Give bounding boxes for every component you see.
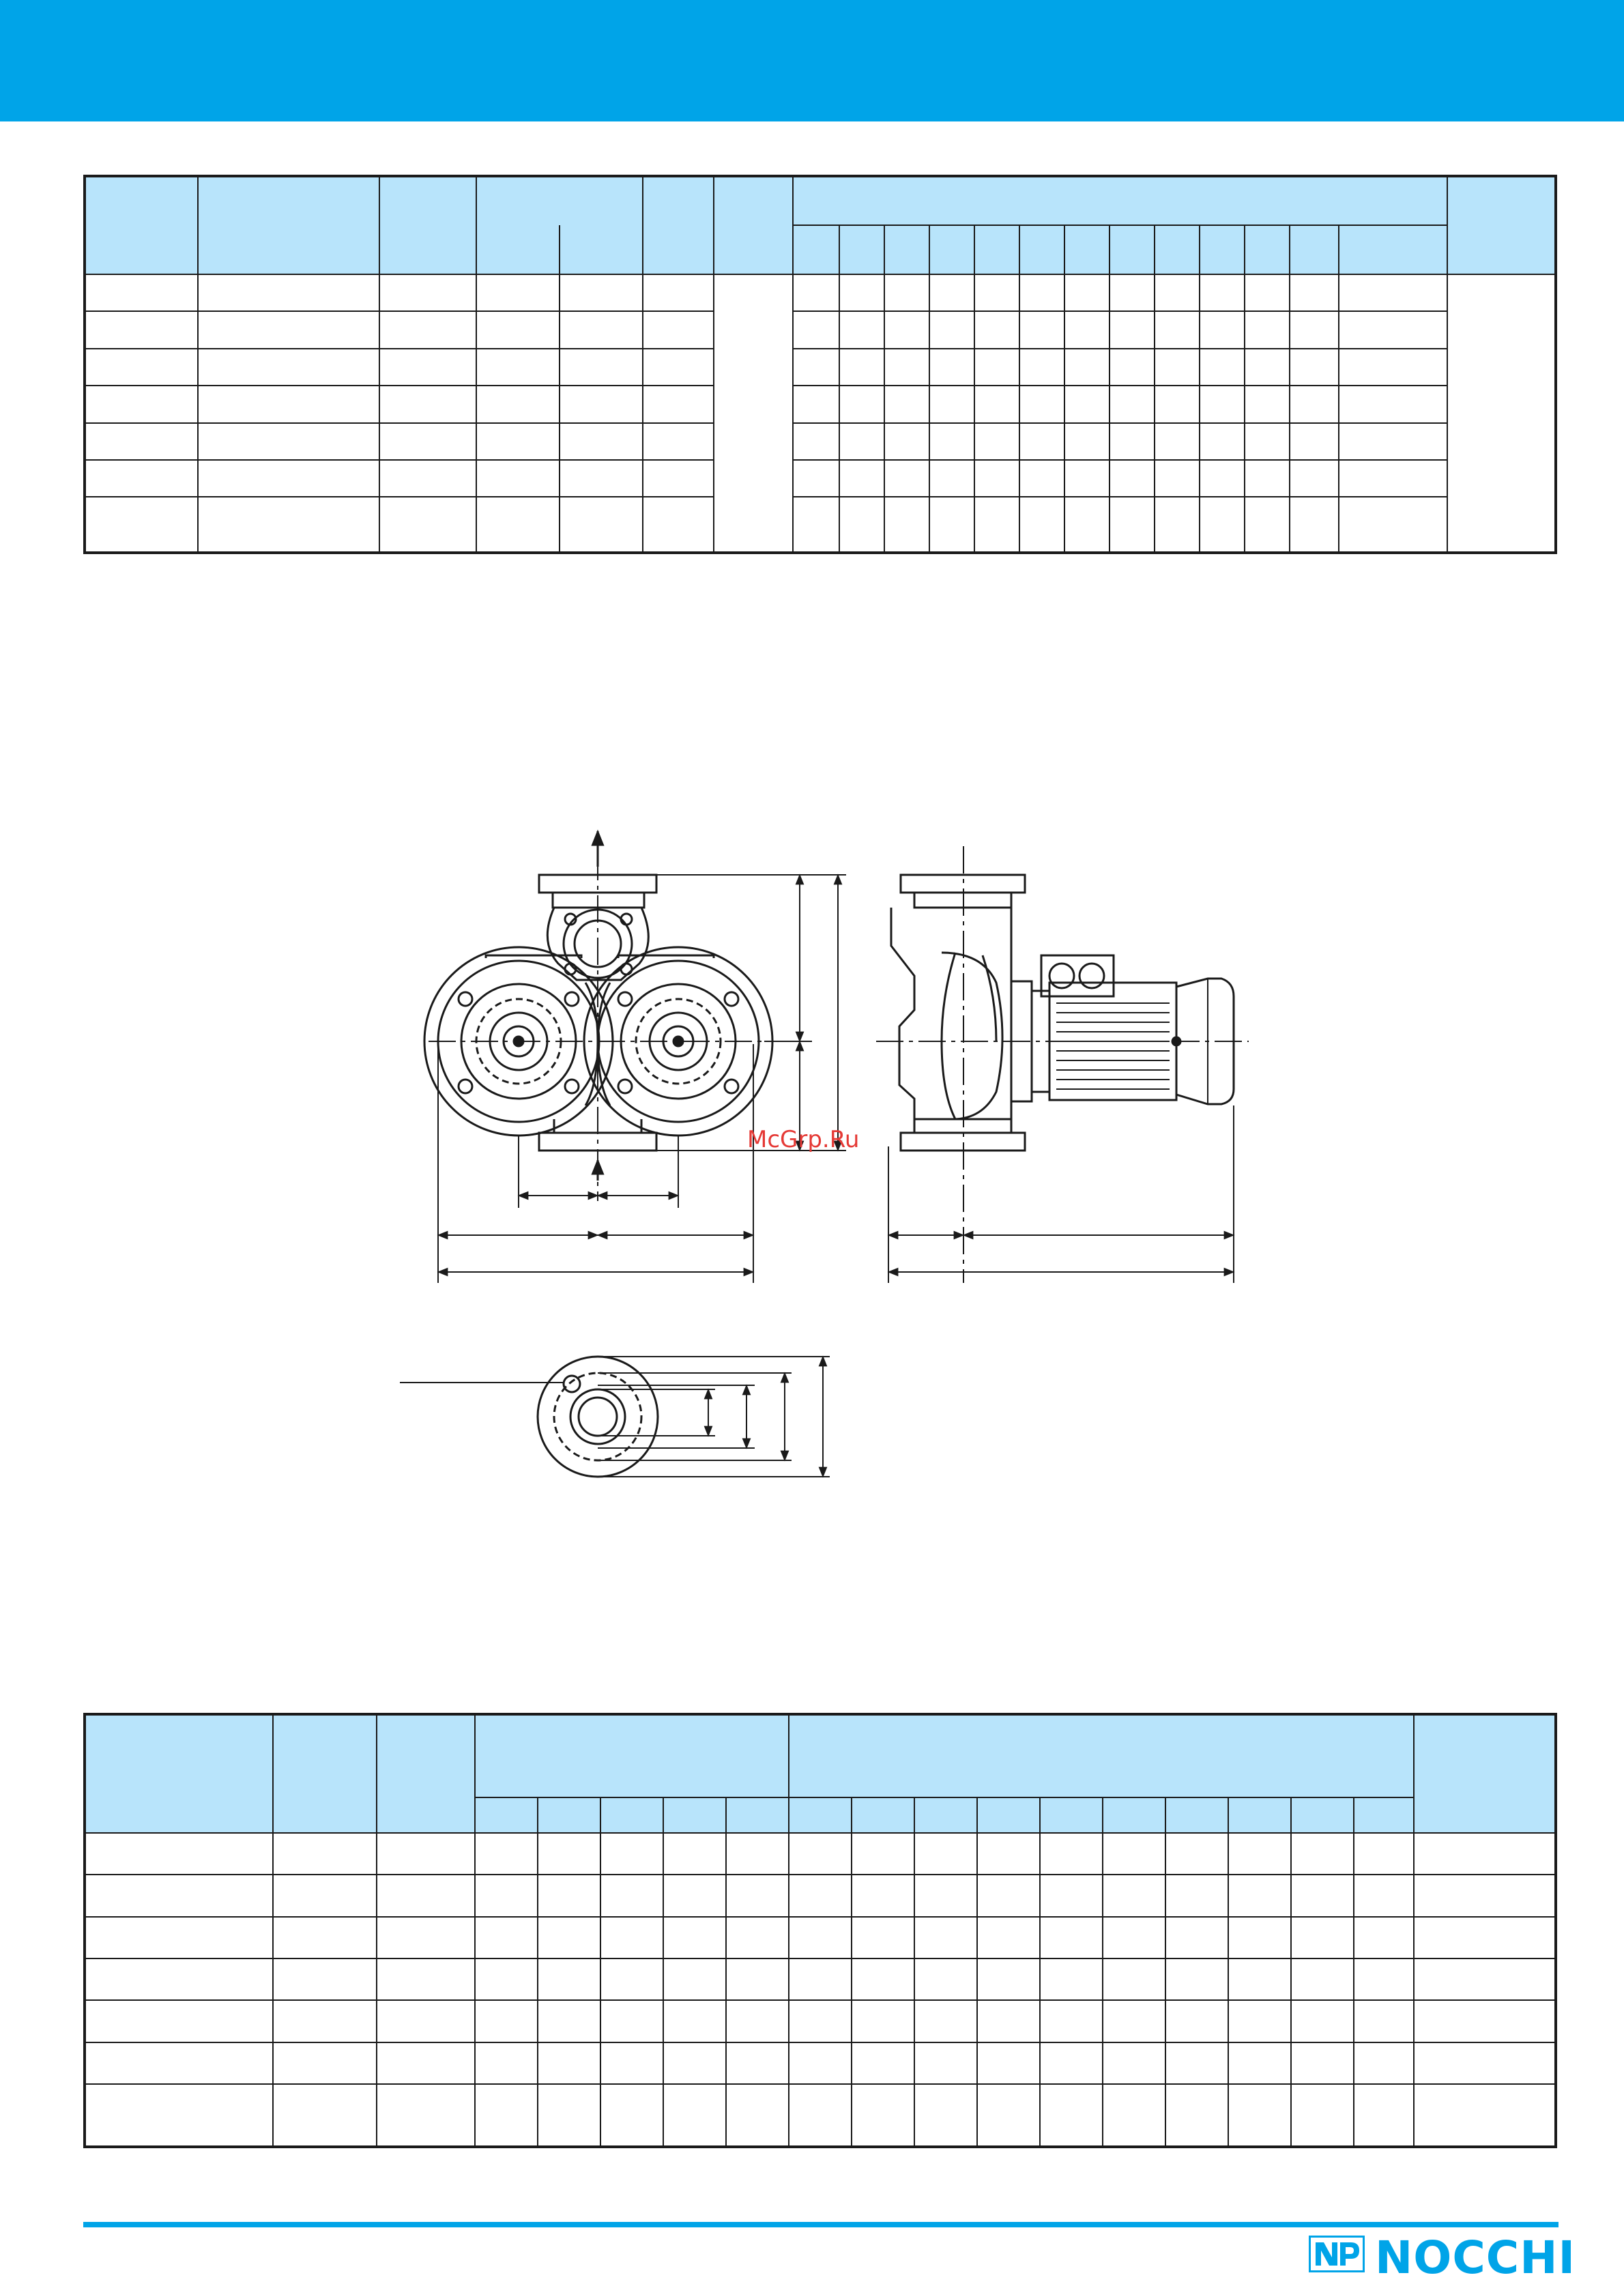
table-cell (600, 2084, 663, 2147)
dim-sub-header (914, 1797, 977, 1833)
table-cell (1354, 2000, 1414, 2042)
table-cell (663, 1833, 726, 1875)
table-cell (1414, 1875, 1556, 1916)
dim-col-header (273, 1714, 377, 1833)
table-cell (1103, 2000, 1165, 2042)
table-cell (1040, 2084, 1103, 2147)
np-monogram-icon (1309, 2236, 1365, 2272)
table-cell (1040, 1833, 1103, 1875)
dim-sub-header (852, 1797, 914, 1833)
table-cell (377, 2042, 475, 2084)
table-cell (475, 2084, 538, 2147)
table-cell (1040, 2042, 1103, 2084)
dim-sub-header (600, 1797, 663, 1833)
dim-sub-header (1291, 1797, 1354, 1833)
dim-col-header (1414, 1714, 1556, 1833)
table-cell (977, 2084, 1040, 2147)
table-cell (726, 1875, 789, 1916)
table-cell (475, 2000, 538, 2042)
table-cell (1291, 1917, 1354, 1958)
table-cell (475, 2042, 538, 2084)
table-cell (914, 1958, 977, 2000)
table-cell (977, 2042, 1040, 2084)
table-cell (1228, 1917, 1291, 1958)
table-cell (1414, 1917, 1556, 1958)
table-cell (538, 1958, 600, 2000)
table-cell (663, 2084, 726, 2147)
table-cell (1414, 1958, 1556, 2000)
dim-header-row-1 (85, 1714, 1556, 1797)
table-cell (663, 1917, 726, 1958)
table-cell (852, 1958, 914, 2000)
table-cell (538, 1833, 600, 1875)
table-cell (1165, 2084, 1228, 2147)
dim-sub-header (977, 1797, 1040, 1833)
table-cell (538, 2000, 600, 2042)
table-cell (273, 2084, 377, 2147)
dim-sub-header (1165, 1797, 1228, 1833)
dim-sub-header (1103, 1797, 1165, 1833)
dim-sub-header (663, 1797, 726, 1833)
table-row (85, 2084, 1556, 2147)
table-cell (914, 2042, 977, 2084)
table-cell (1354, 1958, 1414, 2000)
table-cell (726, 1917, 789, 1958)
table-cell (852, 1917, 914, 1958)
table-cell (1414, 1833, 1556, 1875)
table-cell (1291, 1833, 1354, 1875)
table-cell (1354, 2084, 1414, 2147)
table-cell (914, 2000, 977, 2042)
table-cell (789, 2042, 852, 2084)
table-cell (1228, 2084, 1291, 2147)
table-cell (600, 1917, 663, 1958)
table-cell (1165, 1917, 1228, 1958)
watermark-text: McGrp.Ru (747, 1126, 860, 1153)
table-cell (273, 1833, 377, 1875)
table-cell (1228, 2042, 1291, 2084)
table-cell (273, 2000, 377, 2042)
table-cell (1165, 2042, 1228, 2084)
table-cell (538, 2042, 600, 2084)
table-cell (726, 2042, 789, 2084)
table-cell (977, 1875, 1040, 1916)
table-cell (600, 1958, 663, 2000)
table-cell (1103, 1833, 1165, 1875)
table-cell (1291, 2084, 1354, 2147)
table-cell (1291, 1875, 1354, 1916)
table-cell (1103, 1958, 1165, 2000)
table-cell (475, 1875, 538, 1916)
table-cell (977, 2000, 1040, 2042)
table-cell (1103, 1875, 1165, 1916)
dim-sub-header (475, 1797, 538, 1833)
table-cell (1103, 1917, 1165, 1958)
table-cell (538, 1875, 600, 1916)
table-cell (377, 1917, 475, 1958)
table-cell (475, 1833, 538, 1875)
table-cell (726, 2084, 789, 2147)
dim-col-header (377, 1714, 475, 1833)
table-row (85, 2000, 1556, 2042)
table-cell (789, 1917, 852, 1958)
table-cell (1228, 1833, 1291, 1875)
table-cell (914, 1833, 977, 1875)
table-cell (977, 1958, 1040, 2000)
table-cell (726, 1958, 789, 2000)
dimensions-table (83, 1713, 1557, 2148)
table-cell (1165, 1833, 1228, 1875)
table-cell (1165, 1958, 1228, 2000)
table-cell (1354, 2042, 1414, 2084)
table-cell (852, 1875, 914, 1916)
table-cell (789, 2084, 852, 2147)
flange-detail-view (400, 1357, 830, 1477)
table-cell (1228, 1958, 1291, 2000)
table-cell (789, 2000, 852, 2042)
table-cell (475, 1958, 538, 2000)
dim-group-header (789, 1714, 1414, 1797)
table-row (85, 2042, 1556, 2084)
table-cell (538, 2084, 600, 2147)
table-cell (1291, 1958, 1354, 2000)
table-cell (1040, 1958, 1103, 2000)
table-cell (1291, 2000, 1354, 2042)
table-cell (1040, 2000, 1103, 2042)
table-cell (1228, 2000, 1291, 2042)
table-cell (914, 2084, 977, 2147)
dim-sub-header (1228, 1797, 1291, 1833)
table-row (85, 1958, 1556, 2000)
table-cell (1165, 2000, 1228, 2042)
table-cell (1414, 2000, 1556, 2042)
table-cell (1103, 2042, 1165, 2084)
table-cell (475, 1917, 538, 1958)
table-cell (1354, 1833, 1414, 1875)
dim-sub-header (789, 1797, 852, 1833)
table-cell (852, 2084, 914, 2147)
table-cell (85, 2042, 273, 2084)
table-cell (1291, 2042, 1354, 2084)
table-cell (663, 2042, 726, 2084)
table-cell (726, 1833, 789, 1875)
table-cell (1040, 1917, 1103, 1958)
table-cell (914, 1917, 977, 1958)
table-cell (663, 2000, 726, 2042)
table-cell (1354, 1917, 1414, 1958)
table-cell (85, 1833, 273, 1875)
table-cell (85, 2084, 273, 2147)
table-cell (273, 1958, 377, 2000)
table-row (85, 1833, 1556, 1875)
table-cell (1414, 2084, 1556, 2147)
table-cell (977, 1833, 1040, 1875)
table-cell (663, 1958, 726, 2000)
table-cell (663, 1875, 726, 1916)
table-cell (1354, 1875, 1414, 1916)
table-cell (377, 1875, 475, 1916)
twin-pump-front-view (424, 831, 772, 1201)
table-cell (600, 2042, 663, 2084)
table-cell (273, 1917, 377, 1958)
table-cell (377, 1833, 475, 1875)
table-cell (1165, 1875, 1228, 1916)
table-cell (1040, 1875, 1103, 1916)
front-view-dimensions (438, 875, 846, 1283)
dim-group-header (475, 1714, 789, 1797)
table-cell (600, 1875, 663, 1916)
table-row (85, 1875, 1556, 1916)
dim-sub-header (1040, 1797, 1103, 1833)
table-cell (852, 2042, 914, 2084)
dim-col-header (85, 1714, 273, 1833)
table-cell (789, 1958, 852, 2000)
table-cell (273, 1875, 377, 1916)
table-cell (1228, 1875, 1291, 1916)
table-cell (538, 1917, 600, 1958)
table-cell (85, 2000, 273, 2042)
dim-sub-header (538, 1797, 600, 1833)
table-cell (1414, 2042, 1556, 2084)
table-cell (377, 2000, 475, 2042)
table-cell (789, 1833, 852, 1875)
table-cell (85, 1958, 273, 2000)
table-cell (789, 1875, 852, 1916)
table-cell (85, 1875, 273, 1916)
table-cell (600, 1833, 663, 1875)
dim-sub-header (1354, 1797, 1414, 1833)
table-cell (377, 2084, 475, 2147)
table-cell (85, 1917, 273, 1958)
table-cell (852, 2000, 914, 2042)
table-cell (852, 1833, 914, 1875)
table-cell (600, 2000, 663, 2042)
dim-sub-header (726, 1797, 789, 1833)
table-cell (726, 2000, 789, 2042)
brand-name: NOCCHI (1375, 2231, 1576, 2284)
table-cell (977, 1917, 1040, 1958)
footer-rule (83, 2222, 1558, 2227)
table-cell (377, 1958, 475, 2000)
table-row (85, 1917, 1556, 1958)
table-cell (273, 2042, 377, 2084)
table-cell (914, 1875, 977, 1916)
pump-motor-side-view (876, 846, 1249, 1283)
table-cell (1103, 2084, 1165, 2147)
